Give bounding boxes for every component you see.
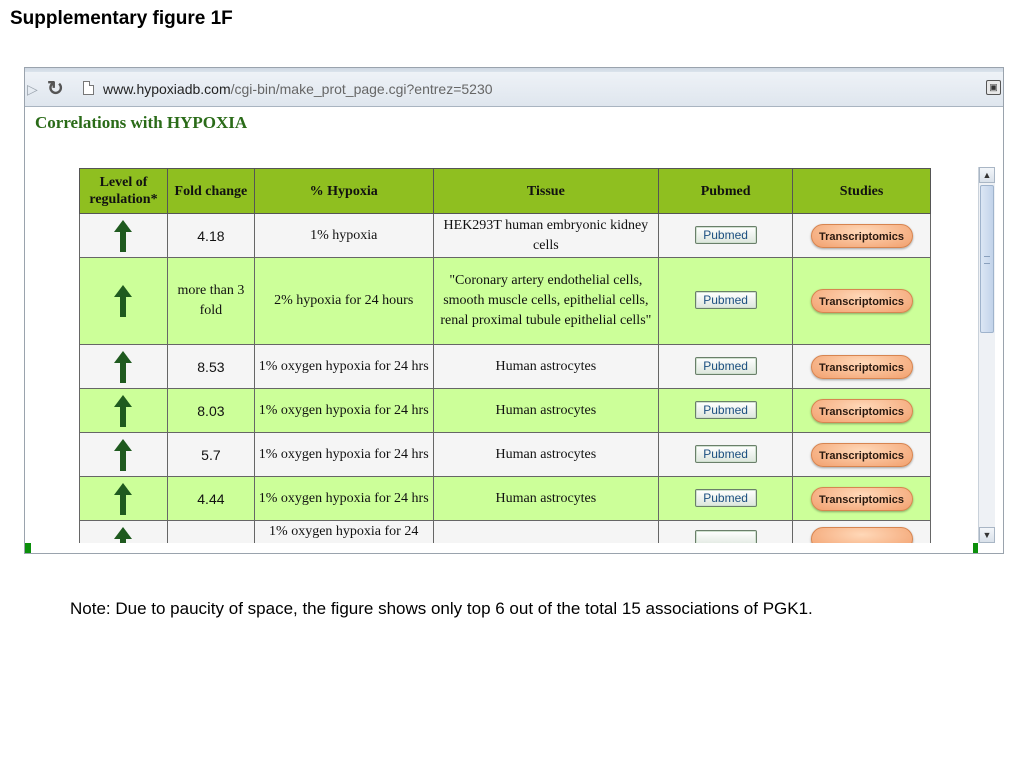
pubmed-button[interactable] xyxy=(695,530,757,543)
extension-icon[interactable]: ▣ xyxy=(986,80,1001,95)
transcriptomics-button[interactable]: Transcriptomics xyxy=(811,289,913,313)
table-row xyxy=(80,389,931,433)
table-header-row xyxy=(80,169,931,214)
browser-screenshot xyxy=(24,67,1004,554)
pubmed-cell xyxy=(659,389,793,433)
grip-icon xyxy=(984,256,990,264)
transcriptomics-button[interactable]: Transcriptomics xyxy=(811,224,913,248)
studies-cell xyxy=(793,433,931,477)
pubmed-button[interactable]: Pubmed xyxy=(695,445,757,463)
table-row xyxy=(80,521,931,544)
studies-cell xyxy=(793,521,931,544)
address-bar[interactable] xyxy=(25,72,1003,107)
transcriptomics-button[interactable] xyxy=(811,527,913,543)
scroll-down-icon[interactable]: ▼ xyxy=(979,527,995,543)
table-row xyxy=(80,433,931,477)
tissue-cell xyxy=(433,521,659,544)
tissue-cell: Human astrocytes xyxy=(433,433,659,477)
studies-cell xyxy=(793,258,931,345)
tissue-cell: Human astrocytes xyxy=(433,477,659,521)
page-content xyxy=(25,107,985,543)
scroll-thumb[interactable] xyxy=(980,185,994,333)
studies-cell xyxy=(793,214,931,258)
table-row xyxy=(80,258,931,345)
level-cell xyxy=(80,214,168,258)
hypoxia-cell: 1% oxygen hypoxia for 24 hrs xyxy=(254,389,433,433)
url-path: /cgi-bin/make_prot_page.cgi?entrez=5230 xyxy=(230,81,493,97)
header-pubmed: Pubmed xyxy=(659,169,793,214)
level-cell xyxy=(80,477,168,521)
level-cell xyxy=(80,389,168,433)
transcriptomics-button[interactable]: Transcriptomics xyxy=(811,443,913,467)
up-arrow-icon xyxy=(113,482,133,516)
pubmed-cell xyxy=(659,433,793,477)
pubmed-button[interactable]: Pubmed xyxy=(695,226,757,244)
vertical-scrollbar[interactable] xyxy=(978,167,995,543)
studies-cell xyxy=(793,389,931,433)
hypoxia-cell: 1% hypoxia xyxy=(254,214,433,258)
table-row xyxy=(80,214,931,258)
pubmed-button[interactable]: Pubmed xyxy=(695,401,757,419)
footnote: Note: Due to paucity of space, the figure shows only top 6 out of the total 15 associations of PGK1. xyxy=(70,599,813,618)
pubmed-button[interactable]: Pubmed xyxy=(695,291,757,309)
pubmed-cell xyxy=(659,258,793,345)
fold-change-cell: 5.7 xyxy=(167,433,254,477)
section-heading: Correlations with HYPOXIA xyxy=(35,113,248,132)
table-row xyxy=(80,345,931,389)
hypoxia-cell: 1% oxygen hypoxia for 24 hrs xyxy=(254,477,433,521)
tissue-cell: Human astrocytes xyxy=(433,345,659,389)
fold-change-cell: 4.44 xyxy=(167,477,254,521)
scroll-up-icon[interactable]: ▲ xyxy=(979,167,995,183)
hypoxia-cell: 1% oxygen hypoxia for 24 hrs xyxy=(254,433,433,477)
hypoxia-cell: 1% oxygen hypoxia for 24 hrs xyxy=(254,345,433,389)
level-cell xyxy=(80,345,168,389)
hypoxia-cell: 2% hypoxia for 24 hours xyxy=(254,258,433,345)
back-arrow-icon[interactable]: ▷ xyxy=(27,81,38,97)
level-cell xyxy=(80,433,168,477)
up-arrow-icon xyxy=(113,394,133,428)
pubmed-cell xyxy=(659,214,793,258)
url-text[interactable] xyxy=(103,81,493,97)
transcriptomics-button[interactable]: Transcriptomics xyxy=(811,487,913,511)
pubmed-button[interactable]: Pubmed xyxy=(695,489,757,507)
pubmed-cell xyxy=(659,521,793,544)
up-arrow-icon xyxy=(113,350,133,384)
pubmed-cell xyxy=(659,345,793,389)
fold-change-cell: more than 3 fold xyxy=(167,258,254,345)
up-arrow-icon xyxy=(113,219,133,253)
header-fold-change: Fold change xyxy=(167,169,254,214)
url-host: www.hypoxiadb.com xyxy=(103,81,231,97)
slide-title: Supplementary figure 1F xyxy=(10,8,233,29)
transcriptomics-button[interactable]: Transcriptomics xyxy=(811,355,913,379)
studies-cell xyxy=(793,345,931,389)
fold-change-cell xyxy=(167,521,254,544)
pubmed-button[interactable]: Pubmed xyxy=(695,357,757,375)
fold-change-cell: 8.03 xyxy=(167,389,254,433)
header-level: Level of regulation* xyxy=(80,169,168,214)
pubmed-cell xyxy=(659,477,793,521)
header-tissue: Tissue xyxy=(433,169,659,214)
level-cell xyxy=(80,258,168,345)
tissue-cell: Human astrocytes xyxy=(433,389,659,433)
correlations-table xyxy=(79,168,931,543)
level-cell xyxy=(80,521,168,544)
up-arrow-icon xyxy=(113,526,133,544)
page-icon xyxy=(83,81,94,95)
table-row xyxy=(80,477,931,521)
fold-change-cell: 8.53 xyxy=(167,345,254,389)
reload-icon[interactable]: ↻ xyxy=(47,78,64,100)
transcriptomics-button[interactable]: Transcriptomics xyxy=(811,399,913,423)
header-hypoxia: % Hypoxia xyxy=(254,169,433,214)
up-arrow-icon xyxy=(113,284,133,318)
studies-cell xyxy=(793,477,931,521)
fold-change-cell: 4.18 xyxy=(167,214,254,258)
up-arrow-icon xyxy=(113,438,133,472)
tissue-cell: "Coronary artery endothelial cells, smooth muscle cells, epithelial cells, renal proximal tubule epithelial cells" xyxy=(433,258,659,345)
tissue-cell: HEK293T human embryonic kidney cells xyxy=(433,214,659,258)
header-studies: Studies xyxy=(793,169,931,214)
hypoxia-cell: 1% oxygen hypoxia for 24 xyxy=(254,521,433,544)
